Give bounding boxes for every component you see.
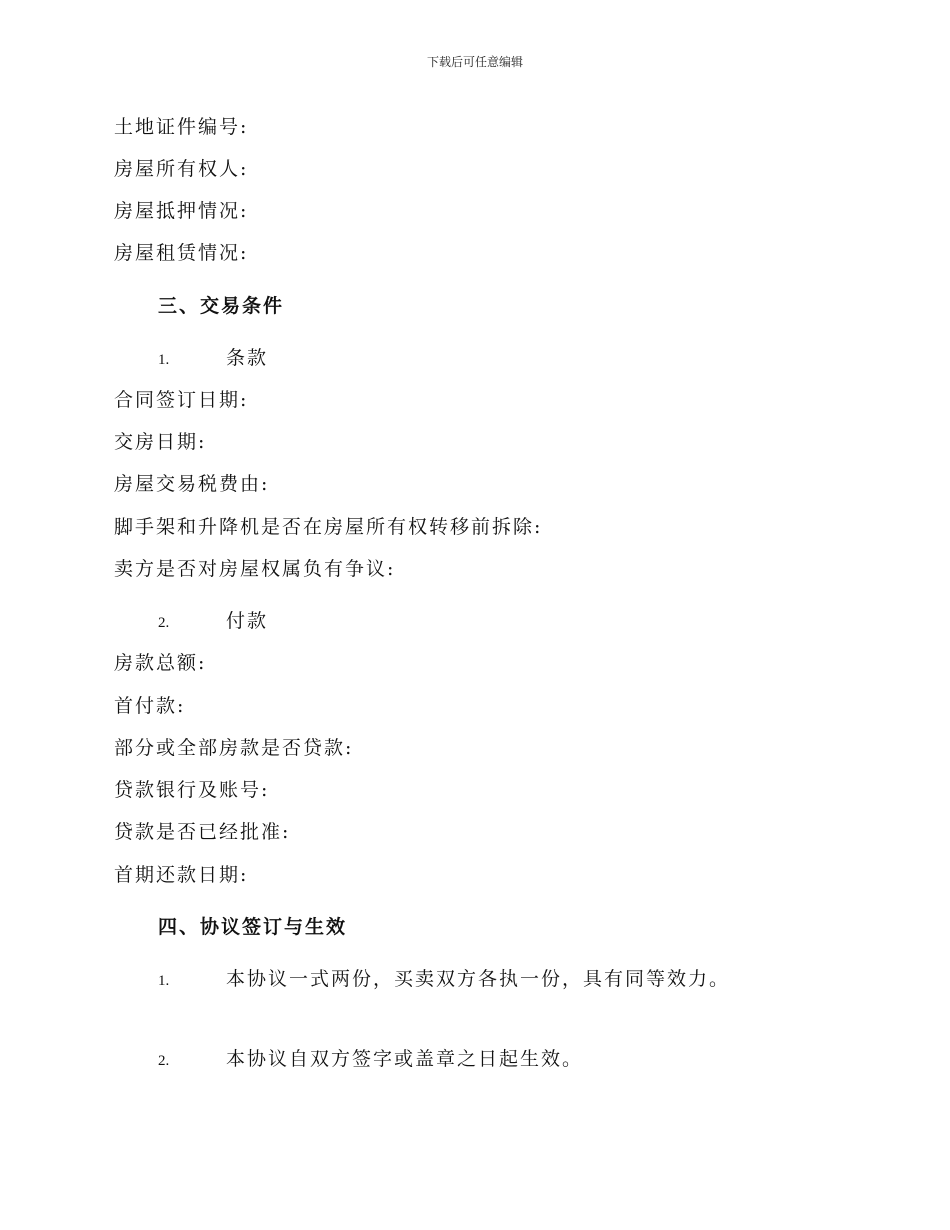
- loan-approved-field: 贷款是否已经批准:: [114, 821, 291, 843]
- first-repayment-date-field: 首期还款日期:: [114, 864, 249, 886]
- tax-fee-field: 房屋交易税费由:: [114, 473, 270, 495]
- clause-text: 本协议自双方签字或盖章之日起生效。: [226, 1048, 584, 1070]
- subsection-payment: [158, 609, 268, 635]
- scaffold-removal-field: 脚手架和升降机是否在房屋所有权转移前拆除:: [114, 516, 543, 538]
- subsection-terms: [158, 346, 268, 372]
- clause-number: 2.: [158, 1053, 170, 1069]
- handover-date-field: 交房日期:: [114, 431, 207, 453]
- clause-number: 1.: [158, 973, 170, 989]
- lease-field: 房屋租赁情况:: [114, 242, 249, 264]
- total-price-field: 房款总额:: [114, 652, 207, 674]
- section-heading-signing: 四、协议签订与生效: [158, 916, 348, 938]
- land-cert-no-field: 土地证件编号:: [114, 116, 249, 138]
- subsection-number: 2.: [158, 615, 170, 631]
- contract-date-field: 合同签订日期:: [114, 389, 249, 411]
- down-payment-field: 首付款:: [114, 695, 186, 717]
- loan-bank-field: 贷款银行及账号:: [114, 779, 270, 801]
- page-header: 下载后可任意编辑: [426, 55, 523, 69]
- section-heading-trade-conditions: 三、交易条件: [158, 295, 285, 317]
- subsection-number: 1.: [158, 352, 170, 368]
- ownership-dispute-field: 卖方是否对房屋权属负有争议:: [114, 558, 396, 580]
- owner-field: 房屋所有权人:: [114, 158, 249, 180]
- clause-item: [158, 967, 730, 993]
- subsection-label: 条款: [226, 347, 269, 369]
- loan-question-field: 部分或全部房款是否贷款:: [114, 737, 354, 759]
- mortgage-field: 房屋抵押情况:: [114, 200, 249, 222]
- clause-text: 本协议一式两份，买卖双方各执一份，具有同等效力。: [226, 968, 731, 990]
- clause-item: [158, 1047, 583, 1073]
- subsection-label: 付款: [226, 610, 269, 632]
